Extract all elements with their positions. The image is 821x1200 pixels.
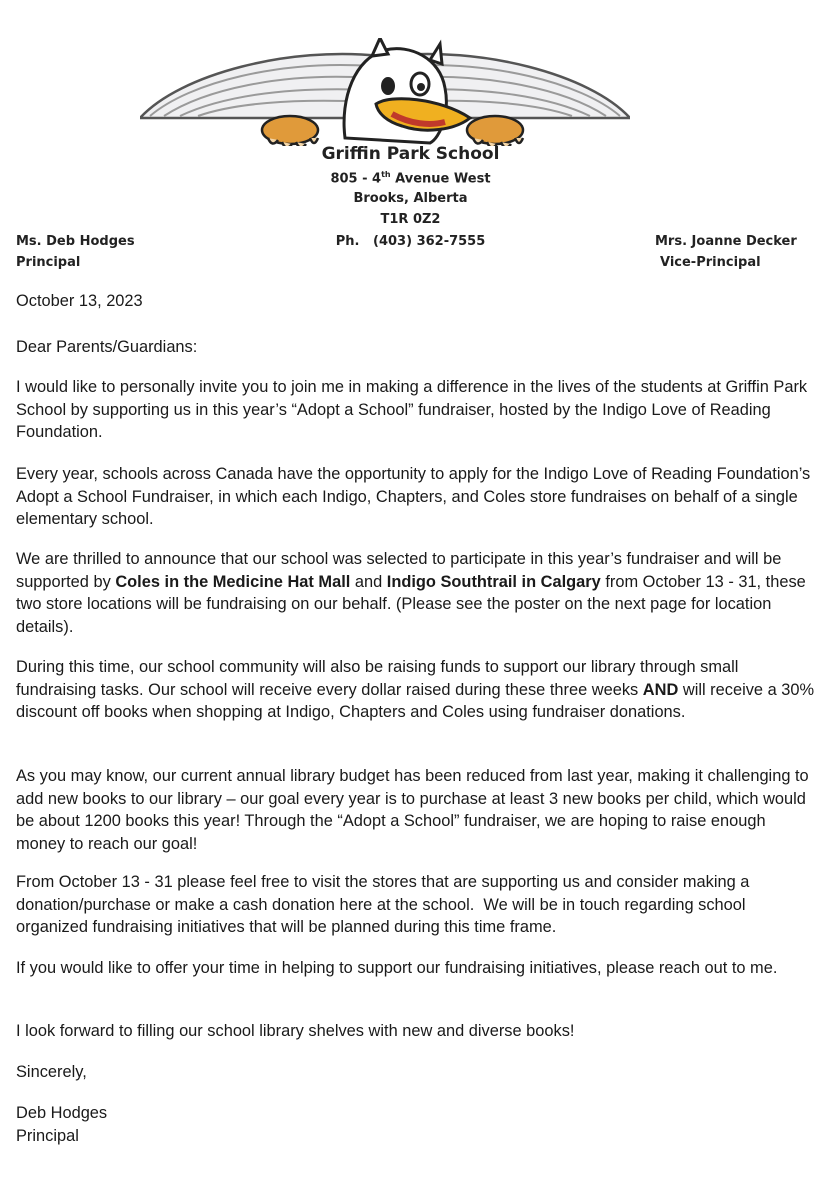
school-name: Griffin Park School (321, 144, 500, 164)
paragraph-invitation: I would like to personally invite you to join me in making a difference in the lives of the students at Griffin Park School by supporting us in this year’s “Adopt a School” fundraiser, hosted by the Indigo Love of Reading Foundation. (16, 378, 808, 442)
paragraph-budget: As you may know, our current annual library budget has been reduced from last year, making it challenging to add new books to our library – our goal every year is to purchase at least 3 new books per child, which would be about 1200 books this year! Through the “Adopt a School” fundraiser, we are hoping to raise enough money to reach our goal! (16, 767, 809, 853)
school-address-street: 805 - 4th Avenue West (330, 170, 491, 187)
principal-title: Principal (16, 255, 81, 270)
store-coles: Coles in the Medicine Hat Mall (115, 572, 351, 591)
signature-title: Principal (16, 1127, 79, 1145)
store-indigo: Indigo Southtrail in Calgary (386, 572, 601, 591)
paragraph-closing-thought: I look forward to filling our school library shelves with new and diverse books! (16, 1022, 575, 1040)
letter-closing: Sincerely, (16, 1063, 87, 1081)
griffin-mascot-logo (140, 38, 630, 146)
signature-name: Deb Hodges (16, 1104, 108, 1122)
paragraph-background: Every year, schools across Canada have the opportunity to apply for the Indigo Love of Reading Foundation’s Adopt a School Fundraiser, in which each Indigo, Chapters, and Coles store fundraises on behalf of a single elementary school. (16, 465, 811, 529)
school-phone: Ph. (403) 362-7555 (335, 234, 486, 249)
paragraph-dates: From October 13 - 31 please feel free to visit the stores that are supporting us and consider making a donation/purchase or make a cash donation here at the school. We will be in touch regarding school organized fundraising initiatives that will be planned during this time frame. (16, 873, 754, 937)
vice-principal-title: Vice-Principal (660, 255, 761, 270)
school-address-city: Brooks, Alberta (353, 191, 468, 206)
paragraph-announcement: We are thrilled to announce that our school was selected to participate in this year’s fundraiser and will be supported by Coles in the Medicine Hat Mall and Indigo Southtrail in Calgary from October 13 - 31, these two store locations will be fundraising on our behalf. (Please see the poster on the next page for location details). (16, 550, 806, 636)
principal-name: Ms. Deb Hodges (16, 234, 135, 249)
right-talons (467, 116, 523, 146)
paragraph-volunteer: If you would like to offer your time in helping to support our fundraising initiatives, please reach out to me. (16, 959, 778, 977)
vice-principal-name: Mrs. Joanne Decker (655, 234, 797, 249)
letter-date: October 13, 2023 (16, 292, 143, 310)
paragraph-fundraising: During this time, our school community will also be raising funds to support our library through small fundraising tasks. Our school will receive every dollar raised during these three weeks AND will receive a 30% discount off books when shopping at Indigo, Chapters and Coles using fundraiser donations. (16, 658, 815, 722)
school-address-postal: T1R 0Z2 (380, 212, 441, 227)
letter-greeting: Dear Parents/Guardians: (16, 338, 198, 356)
left-talons (262, 116, 318, 146)
